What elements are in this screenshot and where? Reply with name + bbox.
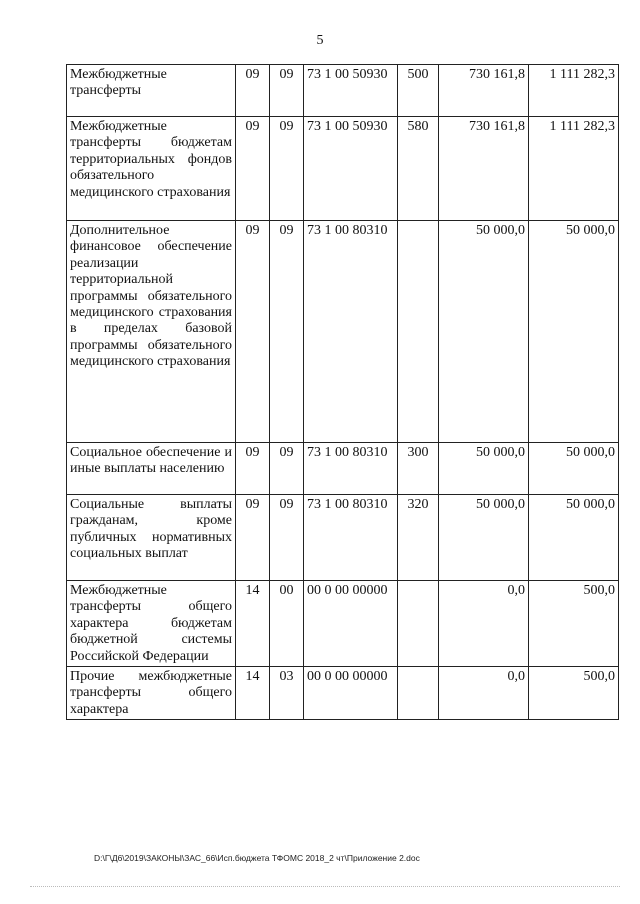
row-name: Межбюджетные трансферты бюджетам территориальных фондов обязательного медицинского страхования — [67, 117, 236, 221]
row-expense-type — [398, 667, 439, 720]
row-expense-type: 500 — [398, 65, 439, 117]
row-sum-approved: 50 000,0 — [439, 495, 529, 581]
table-row — [67, 495, 619, 581]
row-target-article: 73 1 00 80310 — [304, 221, 398, 443]
row-sum-approved: 50 000,0 — [439, 443, 529, 495]
row-subsection: 09 — [270, 443, 304, 495]
row-sum-executed: 50 000,0 — [529, 495, 619, 581]
row-section: 09 — [236, 495, 270, 581]
table-row — [67, 581, 619, 667]
footer-file-path: D:\Г\Д6\2019\ЗАКОНЫ\ЗАС_66\Исп.бюджета ТФОМС 2018_2 чт\Приложение 2.doc — [94, 853, 420, 863]
row-expense-type: 580 — [398, 117, 439, 221]
row-target-article: 00 0 00 00000 — [304, 667, 398, 720]
row-section: 09 — [236, 117, 270, 221]
row-target-article: 00 0 00 00000 — [304, 581, 398, 667]
row-name: Межбюджетные трансферты общего характера бюджетам бюджетной системы Российской Федерации — [67, 581, 236, 667]
row-sum-approved: 730 161,8 — [439, 117, 529, 221]
table-row — [67, 667, 619, 720]
row-sum-executed: 1 111 282,3 — [529, 65, 619, 117]
row-target-article: 73 1 00 50930 — [304, 65, 398, 117]
row-sum-approved: 730 161,8 — [439, 65, 529, 117]
row-subsection: 09 — [270, 117, 304, 221]
row-subsection: 00 — [270, 581, 304, 667]
row-name: Социальные выплаты гражданам, кроме публичных нормативных социальных выплат — [67, 495, 236, 581]
page-number: 5 — [316, 33, 324, 48]
row-sum-executed: 500,0 — [529, 581, 619, 667]
row-section: 09 — [236, 221, 270, 443]
row-sum-executed: 50 000,0 — [529, 221, 619, 443]
budget-table — [66, 64, 619, 720]
row-target-article: 73 1 00 50930 — [304, 117, 398, 221]
row-subsection: 09 — [270, 221, 304, 443]
row-target-article: 73 1 00 80310 — [304, 495, 398, 581]
row-name: Дополнительное финансовое обеспечение реализации территориальной программы обязательного медицинского страхования в пределах базовой программы обязательного медицинского страхования — [67, 221, 236, 443]
row-section: 09 — [236, 65, 270, 117]
table-row — [67, 117, 619, 221]
row-target-article: 73 1 00 80310 — [304, 443, 398, 495]
table-row — [67, 65, 619, 117]
row-name: Межбюджетные трансферты — [67, 65, 236, 117]
scan-dots-divider — [30, 886, 620, 888]
row-name: Социальное обеспечение и иные выплаты населению — [67, 443, 236, 495]
row-subsection: 09 — [270, 495, 304, 581]
table-row — [67, 443, 619, 495]
row-section: 14 — [236, 667, 270, 720]
row-sum-approved: 0,0 — [439, 581, 529, 667]
row-section: 09 — [236, 443, 270, 495]
row-sum-executed: 500,0 — [529, 667, 619, 720]
row-expense-type — [398, 581, 439, 667]
row-subsection: 03 — [270, 667, 304, 720]
row-sum-approved: 50 000,0 — [439, 221, 529, 443]
row-name: Прочие межбюджетные трансферты общего характера — [67, 667, 236, 720]
row-expense-type: 320 — [398, 495, 439, 581]
table-row — [67, 221, 619, 443]
row-sum-executed: 50 000,0 — [529, 443, 619, 495]
row-sum-approved: 0,0 — [439, 667, 529, 720]
row-subsection: 09 — [270, 65, 304, 117]
row-sum-executed: 1 111 282,3 — [529, 117, 619, 221]
row-expense-type — [398, 221, 439, 443]
row-section: 14 — [236, 581, 270, 667]
row-expense-type: 300 — [398, 443, 439, 495]
